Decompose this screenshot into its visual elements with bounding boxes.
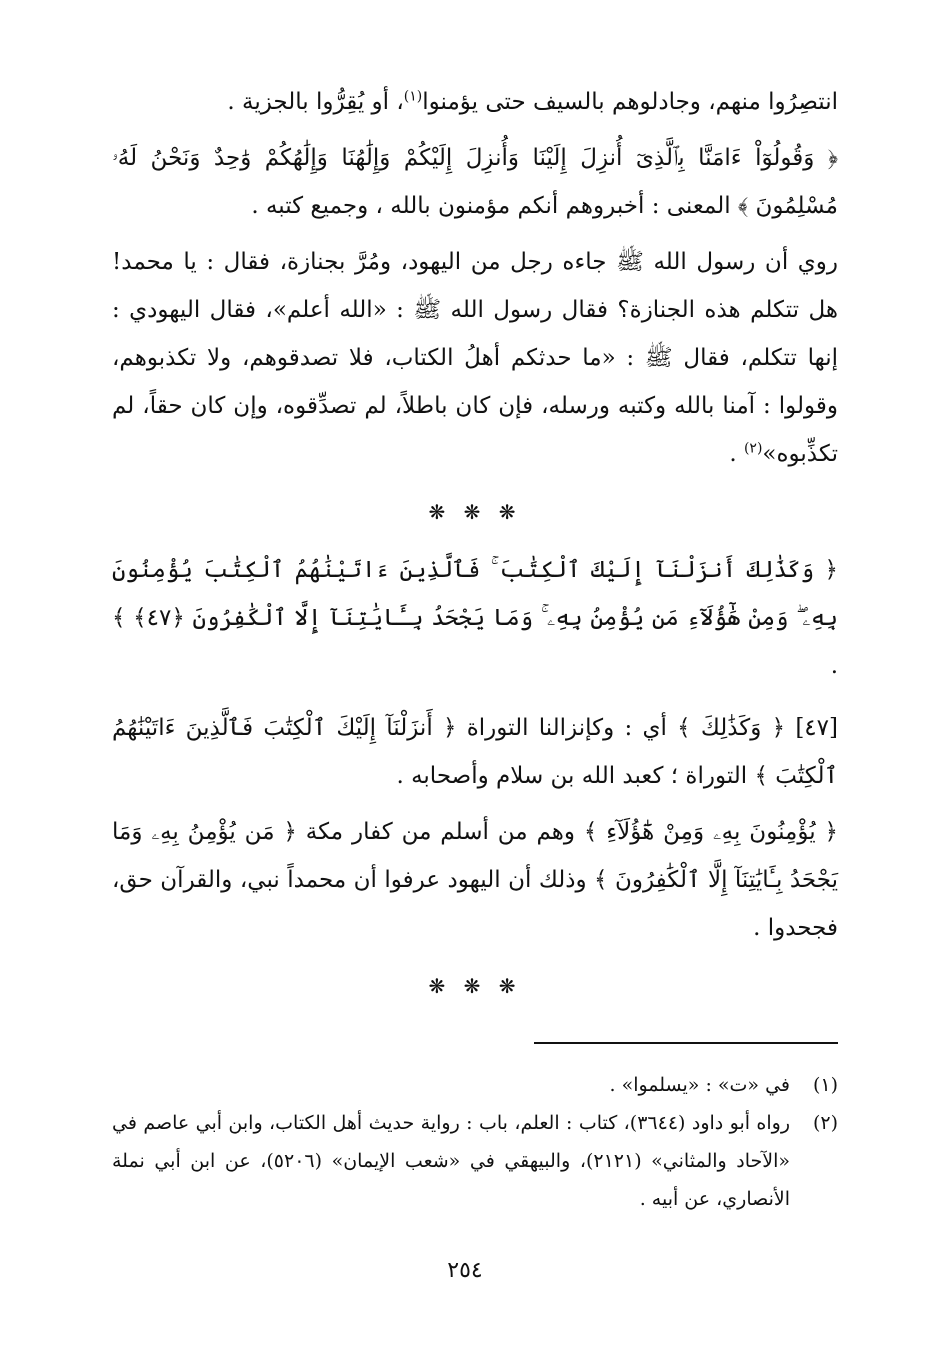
footnote-text: رواه أبو داود (٣٦٤٤)، كتاب : العلم، باب : رواية حديث أهل الكتاب، وابن أبي عاصم في «الآحاد والمثاني» (٢١٢١)، والبيهقي في «شعب الإيمان» (٥٢٠٦)، عن ابن أبي نملة الأنصاري، عن أبيه . — [112, 1112, 790, 1210]
page-body — [112, 78, 838, 1020]
paragraph-3-text: روي أن رسول الله ﷺ جاءه رجل من اليهود، ومُرَّ بجنازة، فقال : يا محمد! هل تتكلم هذه الجنازة؟ فقال رسول الله ﷺ : «الله أعلم»، فقال اليهودي : إنها تتكلم، فقال ﷺ : «ما حدثكم أهلُ الكتاب، فلا تصدقوهم، ولا تكذبوهم، وقولوا : آمنا بالله وكتبه ورسله، فإن كان باطلاً، لم تصدِّقوه، وإن كان حقاً، لم تكذِّبوه» — [112, 249, 838, 467]
footnote-divider — [534, 1042, 838, 1044]
footnote-ref-2[interactable]: (٢) — [743, 440, 763, 457]
section-separator-2: ❋ ❋ ❋ — [428, 974, 522, 998]
footnote-1 — [112, 1066, 838, 1104]
paragraph-3 — [112, 238, 838, 478]
footnote-text: في «ت» : «يسلموا» . — [609, 1074, 790, 1096]
footnote-number: (١) — [812, 1074, 838, 1096]
paragraph-1 — [112, 78, 838, 126]
paragraph-5: ﴿ يُؤْمِنُونَ بِهِۦ وَمِنْ هَٰٓؤُلَآءِ ﴾ وهم من أسلم من كفار مكة ﴿ مَن يُؤْمِنُ بِهِۦ وَمَا يَجْحَدُ بِـَٔايَٰتِنَآ إِلَّا ٱلْكَٰفِرُونَ ﴾ وذلك أن اليهود عرفوا أن محمداً نبي، والقرآن حق، فجحدوا . — [112, 819, 838, 941]
section-separator-1: ❋ ❋ ❋ — [428, 500, 522, 524]
footnote-ref-1[interactable]: (١) — [403, 88, 423, 105]
paragraph-1-tail: ، أو يُقِرُّوا بالجزية . — [227, 89, 404, 115]
paragraph-4: [٤٧] ﴿ وَكَذَٰلِكَ ﴾ أي : وكإنزالنا التوراة ﴿ أَنزَلْنَآ إِلَيْكَ ٱلْكِتَٰبَ فَٱلَّذِينَ ءَاتَيْنَٰهُمُ ٱلْكِتَٰبَ ﴾ التوراة ؛ كعبد الله بن سلام وأصحابه . — [112, 715, 838, 789]
footnotes — [112, 1066, 838, 1218]
paragraph-2-tail: المعنى : أخبروهم أنكم مؤمنون بالله ، وجميع كتبه . — [251, 193, 738, 219]
verse-47: ﴿ وَكَذَٰلِكَ أَنزَلْنَآ إِلَيْكَ ٱلْكِتَٰبَ ۚ فَٱلَّذِينَ ءَاتَيْنَٰهُمُ ٱلْكِتَٰبَ يُؤْمِنُونَ بِهِۦ ۖ وَمِنْ هَٰٓؤُلَآءِ مَن يُؤْمِنُ بِهِۦ ۚ وَمَا يَجْحَدُ بِـَٔايَٰتِنَآ إِلَّا ٱلْكَٰفِرُونَ ﴿٤٧﴾ ﴾ . — [112, 557, 839, 679]
paragraph-1-text: انتصِرُوا منهم، وجادلوهم بالسيف حتى يؤمنوا — [422, 89, 838, 115]
footnote-number: (٢) — [812, 1112, 838, 1134]
paragraph-3-tail: . — [729, 441, 744, 467]
page-number: ٢٥٤ — [447, 1258, 483, 1283]
quran-verse-quote: ﴿ وَقُولُوٓاْ ءَامَنَّا بِٱلَّذِىٓ أُنزِلَ إِلَيْنَا وَأُنزِلَ إِلَيْكُمْ وَإِلَٰهُنَا وَإِلَٰهُكُمْ وَٰحِدٌ وَنَحْنُ لَهُۥ مُسْلِمُونَ ﴾ — [112, 145, 838, 219]
footnote-2 — [112, 1104, 838, 1218]
paragraph-2 — [112, 134, 838, 230]
